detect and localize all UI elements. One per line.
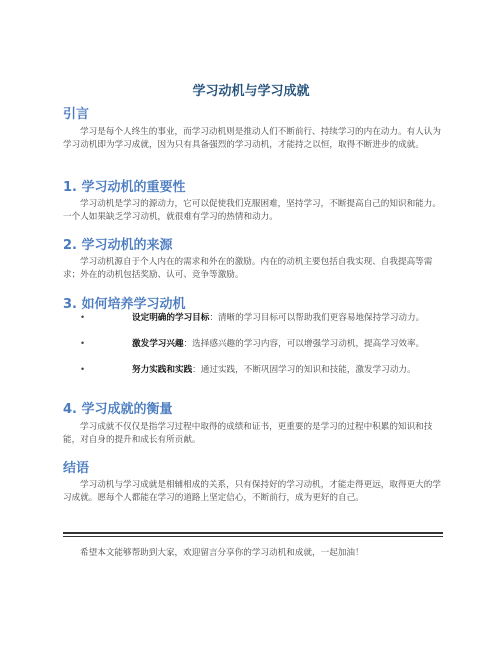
section-heading-measure: 4. 学习成就的衡量 xyxy=(63,402,173,417)
list-item xyxy=(63,312,435,325)
section-paragraph-conclusion: 学习动机与学习成就是相辅相成的关系，只有保持好的学习动机，才能走得更远，取得更大的学习成就。愿每个人都能在学习的道路上坚定信心，不断前行，成为更好的自己。 xyxy=(63,480,441,503)
bullet-label: 激发学习兴趣 xyxy=(132,339,184,349)
footer-note: 希望本文能够帮助到大家，欢迎留言分享你的学习动机和成就，一起加油！ xyxy=(80,548,364,558)
section-heading-importance: 1. 学习动机的重要性 xyxy=(63,180,186,195)
divider xyxy=(63,532,443,534)
bullet-text: ：通过实践，不断巩固学习的知识和技能，激发学习动力。 xyxy=(192,365,416,375)
section-paragraph-importance: 学习动机是学习的源动力，它可以促使我们克服困难，坚持学习，不断提高自己的知识和能力。一个人如果缺乏学习动机，就很难有学习的热情和动力。 xyxy=(63,199,441,222)
bullet-label: 设定明确的学习目标 xyxy=(132,313,210,323)
list-item xyxy=(63,364,435,377)
section-paragraph-measure: 学习成就不仅仅是指学习过程中取得的成绩和证书，更重要的是学习的过程中积累的知识和技能，对自身的提升和成长有所贡献。 xyxy=(63,422,433,445)
bullet-icon: • xyxy=(80,339,86,349)
bullet-label: 努力实践和实践 xyxy=(132,365,193,375)
divider xyxy=(63,536,443,537)
section-heading-conclusion: 结语 xyxy=(63,461,90,476)
bullet-text: ：清晰的学习目标可以帮助我们更容易地保持学习动力。 xyxy=(209,313,425,323)
document-title: 学习动机与学习成就 xyxy=(192,84,310,99)
bullet-icon: • xyxy=(80,365,86,375)
list-item xyxy=(63,338,435,351)
section-heading-intro: 引言 xyxy=(63,107,90,122)
section-heading-sources: 2. 学习动机的来源 xyxy=(63,238,173,253)
bullet-icon: • xyxy=(80,313,86,323)
section-heading-cultivate: 3. 如何培养学习动机 xyxy=(63,297,186,312)
bullet-text: ：选择感兴趣的学习内容，可以增强学习动机，提高学习效率。 xyxy=(183,339,425,349)
section-paragraph-sources: 学习动机源自于个人内在的需求和外在的激励。内在的动机主要包括自我实现、自我提高等需求；外在的动机包括奖励、认可、竞争等激励。 xyxy=(63,257,433,280)
section-paragraph-intro: 学习是每个人终生的事业，而学习动机则是推动人们不断前行、持续学习的内在动力。有人认为学习动机即为学习成就，因为只有具备强烈的学习动机，才能持之以恒，取得不断进步的成就。 xyxy=(63,127,441,150)
